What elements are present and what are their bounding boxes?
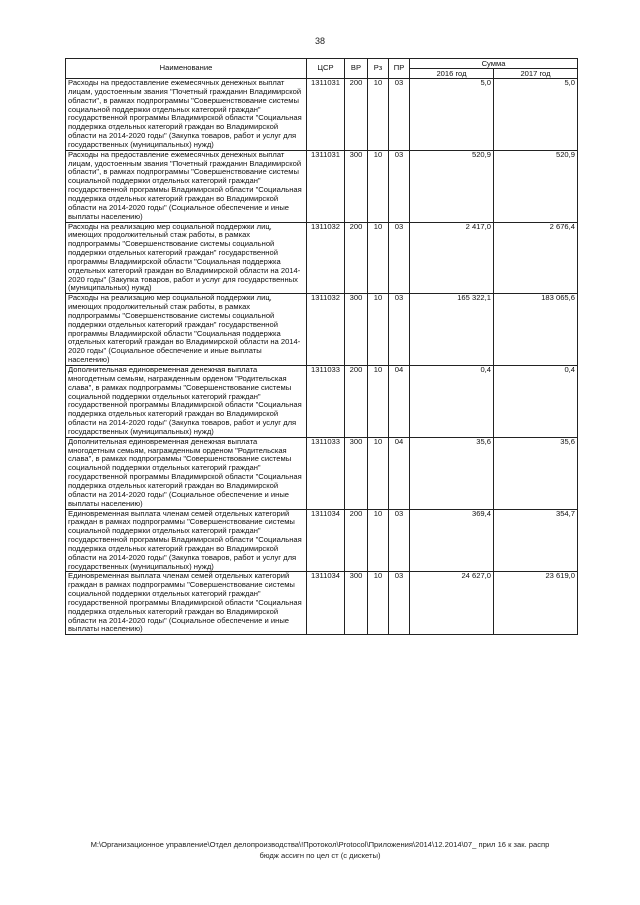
row-csr: 1311031 [307,79,345,151]
row-vr: 300 [345,294,368,366]
row-rz: 10 [368,150,389,222]
row-amount-2016: 0,4 [410,366,494,438]
row-vr: 200 [345,79,368,151]
row-name: Дополнительная единовременная денежная выплата многодетным семьям, награжденным орденом "Родительская слава", в рамках подпрограммы "Совершенствование системы социальной поддержки отдельных категорий граждан" государственной программы Владимирской области "Социальная поддержка отдельных категорий граждан во Владимирской области на 2014-2020 годы" (Социальное обеспечение и иные выплаты населению) [66,437,307,509]
row-amount-2016: 35,6 [410,437,494,509]
row-pr: 03 [389,294,410,366]
row-csr: 1311031 [307,150,345,222]
header-year-2017: 2017 год [494,69,578,79]
row-vr: 300 [345,437,368,509]
header-rz: Рз [368,59,389,79]
row-vr: 300 [345,150,368,222]
row-csr: 1311032 [307,294,345,366]
row-pr: 04 [389,366,410,438]
row-rz: 10 [368,294,389,366]
footer-line-1: M:\Организационное управление\Отдел делопроизводства\!Протокол\Protocol\Приложения\2014\12.2014\07_ прил 16 к зак. распр [90,840,550,849]
row-name: Расходы на предоставление ежемесячных денежных выплат лицам, удостоенным звания "Почетный гражданин Владимирской области", в рамках подпрограммы "Совершенствование системы социальной поддержки отдельных категорий граждан" государственной программы Владимирской области "Социальная поддержка отдельных категорий граждан во Владимирской области на 2014-2020 годы" (Закупка товаров, работ и услуг для государственных (муниципальных) нужд) [66,79,307,151]
row-pr: 03 [389,572,410,635]
table-body [66,79,578,635]
row-amount-2017: 0,4 [494,366,578,438]
row-amount-2016: 5,0 [410,79,494,151]
table-row [66,366,578,438]
row-csr: 1311033 [307,437,345,509]
table-row [66,437,578,509]
page-number: 38 [314,36,325,46]
row-amount-2016: 165 322,1 [410,294,494,366]
row-rz: 10 [368,509,389,572]
row-amount-2017: 5,0 [494,79,578,151]
row-vr: 200 [345,509,368,572]
row-pr: 03 [389,150,410,222]
table-row [66,509,578,572]
table-row [66,294,578,366]
row-amount-2017: 354,7 [494,509,578,572]
row-vr: 200 [345,222,368,294]
row-name: Расходы на реализацию мер социальной поддержки лиц, имеющих продолжительный стаж работы, в рамках подпрограммы "Совершенствование системы социальной поддержки отдельных категорий граждан" государственной программы Владимирской области "Социальная поддержка отдельных категорий граждан во Владимирской области на 2014-2020 годы" (Закупка товаров, работ и услуг для государственных (муниципальных) нужд) [66,222,307,294]
row-vr: 200 [345,366,368,438]
row-amount-2017: 183 065,6 [494,294,578,366]
row-csr: 1311034 [307,509,345,572]
row-name: Расходы на реализацию мер социальной поддержки лиц, имеющих продолжительный стаж работы, в рамках подпрограммы "Совершенствование системы социальной поддержки отдельных категорий граждан" государственной программы Владимирской области "Социальная поддержка отдельных категорий граждан во Владимирской области на 2014-2020 годы" (Социальное обеспечение и иные выплаты населению) [66,294,307,366]
header-vr: ВР [345,59,368,79]
row-name: Расходы на предоставление ежемесячных денежных выплат лицам, удостоенным звания "Почетный гражданин Владимирской области", в рамках подпрограммы "Совершенствование системы социальной поддержки отдельных категорий граждан" государственной программы Владимирской области "Социальная поддержка отдельных категорий граждан во Владимирской области на 2014-2020 годы" (Социальное обеспечение и иные выплаты населению) [66,150,307,222]
header-sum: Сумма [410,59,578,69]
row-name: Единовременная выплата членам семей отдельных категорий граждан в рамках подпрограммы "Совершенствование системы социальной поддержки отдельных категорий граждан" государственной программы Владимирской области "Социальная поддержка отдельных категорий граждан во Владимирской области на 2014-2020 годы" (Закупка товаров, работ и услуг для государственных (муниципальных) нужд) [66,509,307,572]
table-row [66,150,578,222]
row-amount-2017: 2 676,4 [494,222,578,294]
row-amount-2016: 24 627,0 [410,572,494,635]
row-amount-2016: 2 417,0 [410,222,494,294]
footer-line-2: бюдж ассигн по цел ст (с дискеты) [259,851,381,860]
table-row [66,572,578,635]
row-rz: 10 [368,79,389,151]
row-amount-2017: 35,6 [494,437,578,509]
row-csr: 1311032 [307,222,345,294]
budget-table [65,58,578,635]
header-year-2016: 2016 год [410,69,494,79]
header-name: Наименование [66,59,307,79]
table-row [66,79,578,151]
row-rz: 10 [368,572,389,635]
row-name: Единовременная выплата членам семей отдельных категорий граждан в рамках подпрограммы "Совершенствование системы социальной поддержки отдельных категорий граждан" государственной программы Владимирской области "Социальная поддержка отдельных категорий граждан во Владимирской области на 2014-2020 годы" (Социальное обеспечение и иные выплаты населению) [66,572,307,635]
row-csr: 1311034 [307,572,345,635]
row-name: Дополнительная единовременная денежная выплата многодетным семьям, награжденным орденом "Родительская слава", в рамках подпрограммы "Совершенствование системы социальной поддержки отдельных категорий граждан" государственной программы Владимирской области "Социальная поддержка отдельных категорий граждан во Владимирской области на 2014-2020 годы" (Закупка товаров, работ и услуг для государственных (муниципальных) нужд) [66,366,307,438]
row-pr: 04 [389,437,410,509]
row-vr: 300 [345,572,368,635]
header-pr: ПР [389,59,410,79]
row-amount-2016: 520,9 [410,150,494,222]
row-amount-2017: 520,9 [494,150,578,222]
row-pr: 03 [389,222,410,294]
table-row [66,222,578,294]
footer-file-path [60,839,580,861]
row-csr: 1311033 [307,366,345,438]
header-csr: ЦСР [307,59,345,79]
row-pr: 03 [389,79,410,151]
row-rz: 10 [368,222,389,294]
row-pr: 03 [389,509,410,572]
row-rz: 10 [368,437,389,509]
row-rz: 10 [368,366,389,438]
row-amount-2016: 369,4 [410,509,494,572]
row-amount-2017: 23 619,0 [494,572,578,635]
